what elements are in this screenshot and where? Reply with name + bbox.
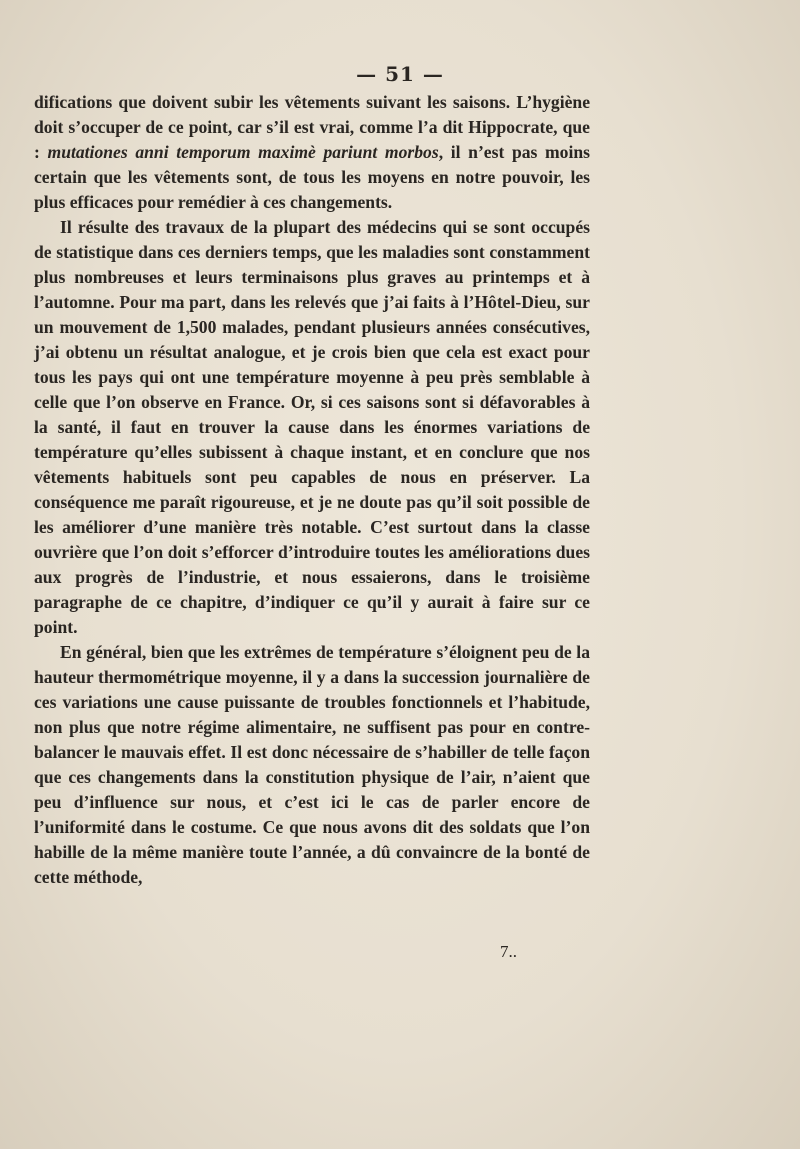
- paragraph-3: [34, 640, 590, 890]
- signature-mark: 7..: [500, 942, 517, 961]
- page-number: — 51 —: [356, 62, 444, 86]
- paragraph-2-text: Il résulte des travaux de la plupart des médecins qui se sont occupés de statistique dans ces derniers temps, que les maladies sont constamment plus nombreuses et leurs terminaisons plus graves au printemps et à l’automne. Pour ma part, dans les relevés que j’ai faits à l’Hôtel-Dieu, sur un mouvement de 1,500 malades, pendant plusieurs années consécutives, j’ai obtenu un résultat analogue, et je crois bien que cela est exact pour tous les pays qui ont une température moyenne à peu près semblable à celle que l’on observe en France. Or, si ces saisons sont si défavorables à la santé, il faut en trouver la cause dans les énormes variations de température qu’elles subissent à chaque instant, et en conclure que nos vêtements habituels sont peu capables de nous en préserver. La conséquence me paraît rigoureuse, et je ne doute pas qu’il soit possible de les améliorer d’une manière très notable. C’est surtout dans la classe ouvrière que l’on doit s’efforcer d’introduire toutes les améliorations dues aux progrès de l’industrie, et nous essaierons, dans le troisième paragraphe de ce chapitre, d’indiquer ce qu’il y aurait à faire sur ce point.: [34, 217, 590, 637]
- latin-quote: mutationes anni temporum maximè pariunt morbos: [47, 142, 439, 162]
- body-text: [34, 90, 590, 890]
- paragraph-1-text-b: , il n’est pas moins certain que les vêtements sont, de tous les moyens en notre pouvoir, les plus efficaces pour remédier à ces changements.: [34, 142, 591, 212]
- paragraph-1: [34, 90, 590, 215]
- paragraph-2: [34, 215, 590, 640]
- paragraph-3-text: En général, bien que les extrêmes de température s’éloignent peu de la hauteur thermométrique moyenne, il y a dans la succession journalière de ces variations une cause puissante de troubles fonctionnels et l’habitude, non plus que notre régime alimentaire, ne suffisent pas pour en contre-balancer le mauvais effet. Il est donc nécessaire de s’habiller de telle façon que ces changements dans la constitution physique de l’air, n’aient que peu d’influence sur nous, et c’est ici le cas de parler encore de l’uniformité dans le costume. Ce que nous avons dit des soldats que l’on habille de la même manière toute l’année, a dû convaincre de la bonté de cette méthode,: [34, 642, 590, 887]
- paragraph-1-text-a: difications que doivent subir les vêtements suivant les saisons. L’hygiène doit s’occuper de ce point, car s’il est vrai, comme l’a dit Hippocrate, que :: [34, 92, 590, 162]
